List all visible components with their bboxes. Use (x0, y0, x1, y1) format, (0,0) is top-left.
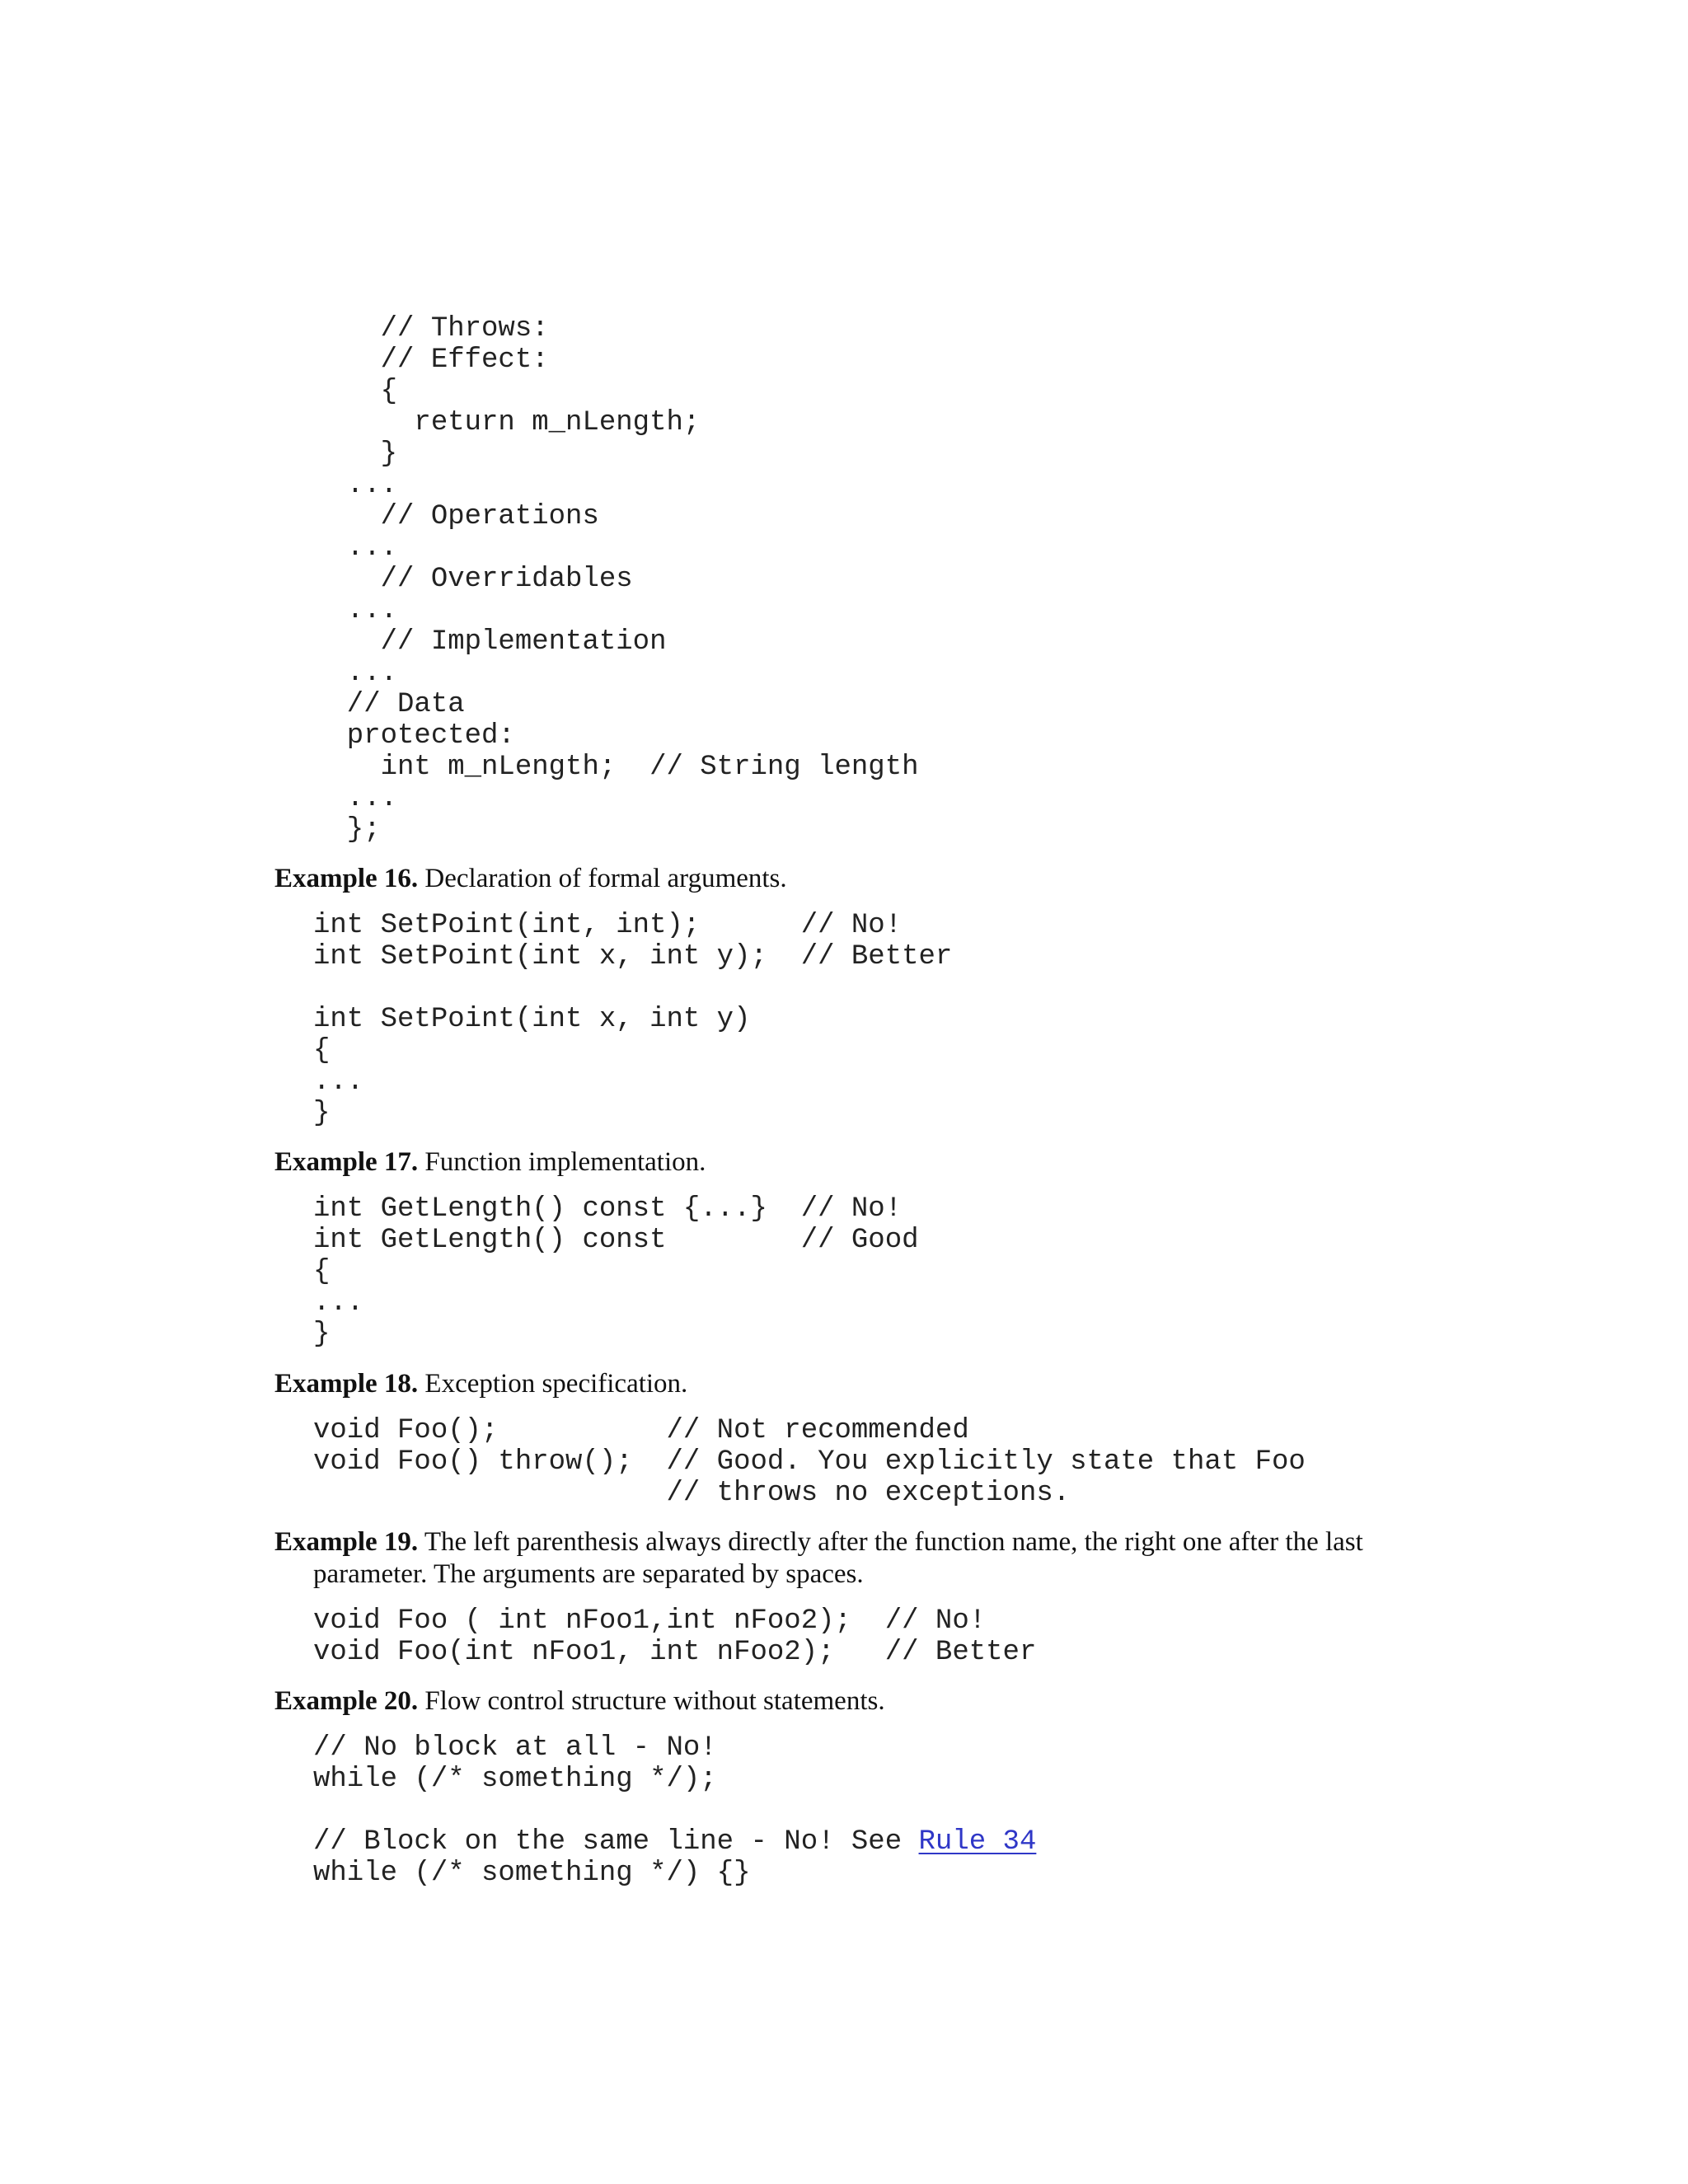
example-20-text: Flow control structure without statements. (424, 1686, 885, 1716)
code-line: { (313, 1035, 331, 1066)
example-18-caption (274, 1368, 687, 1400)
code-line: } (313, 1319, 331, 1350)
code-line: while (/* something */); (313, 1764, 717, 1795)
code-line: ... (313, 595, 398, 626)
code-line: { (313, 1256, 331, 1287)
code-line: void Foo() throw(); // Good. You explicitly state that Foo (313, 1446, 1306, 1478)
code-line: ... (313, 658, 398, 689)
code-line: int SetPoint(int x, int y) (313, 1004, 751, 1035)
code-line: ... (313, 470, 398, 501)
rule-34-link[interactable]: Rule 34 (918, 1826, 1037, 1858)
code-line: ... (313, 783, 398, 814)
code-line: // Throws: (313, 313, 549, 344)
example-18-label: Example 18. (274, 1369, 419, 1399)
example-17-caption (274, 1146, 706, 1179)
example-16-code (313, 910, 952, 1129)
example-20-code (313, 1732, 1036, 1889)
code-line: void Foo(int nFoo1, int nFoo2); // Better (313, 1637, 1037, 1668)
code-line: // Data (313, 689, 465, 720)
code-line: }; (313, 814, 381, 846)
code-line: // throws no exceptions. (313, 1478, 1071, 1509)
code-line (313, 1826, 1036, 1858)
example-16-text: Declaration of formal arguments. (424, 864, 787, 893)
code-line: int m_nLength; // String length (313, 752, 919, 783)
code-line: int GetLength() const {...} // No! (313, 1193, 903, 1225)
code-line: { (313, 376, 398, 407)
code-line: ... (313, 532, 398, 564)
code-line: int SetPoint(int, int); // No! (313, 910, 903, 941)
code-line: ... (313, 1287, 364, 1319)
code-line: while (/* something */) {} (313, 1858, 751, 1889)
code-line: protected: (313, 720, 515, 752)
example-20-label: Example 20. (274, 1686, 419, 1716)
code-line: // Operations (313, 501, 599, 532)
example-17-label: Example 17. (274, 1147, 419, 1177)
example-20-caption (274, 1685, 885, 1718)
example-17-code (313, 1193, 919, 1350)
example-17-text: Function implementation. (424, 1147, 706, 1177)
code-line: int SetPoint(int x, int y); // Better (313, 941, 953, 972)
code-comment-text: // Block on the same line - No! See (313, 1826, 919, 1858)
code-line: int GetLength() const // Good (313, 1225, 919, 1256)
code-line (313, 1795, 1036, 1826)
code-line (313, 972, 952, 1004)
code-line: } (313, 438, 398, 470)
example-16-caption (274, 863, 787, 895)
code-line: return m_nLength; (313, 407, 701, 438)
class-declaration-code (313, 313, 919, 846)
example-16-label: Example 16. (274, 864, 419, 893)
example-19-caption (274, 1526, 1494, 1591)
code-line: ... (313, 1066, 364, 1098)
code-line: // No block at all - No! (313, 1732, 717, 1764)
code-line: // Implementation (313, 626, 667, 658)
code-line: void Foo(); // Not recommended (313, 1415, 969, 1446)
code-line: void Foo ( int nFoo1,int nFoo2); // No! (313, 1605, 987, 1637)
example-19-code (313, 1605, 1036, 1668)
code-line: // Effect: (313, 344, 549, 376)
example-19-label: Example 19. (274, 1527, 419, 1557)
example-19-text-line2: parameter. The arguments are separated by spaces. (313, 1559, 864, 1589)
example-18-text: Exception specification. (424, 1369, 688, 1399)
example-18-code (313, 1415, 1306, 1509)
code-line: // Overridables (313, 564, 633, 595)
code-line: } (313, 1098, 331, 1129)
example-19-text-line1: The left parenthesis always directly after the function name, the right one after the last (424, 1527, 1363, 1557)
